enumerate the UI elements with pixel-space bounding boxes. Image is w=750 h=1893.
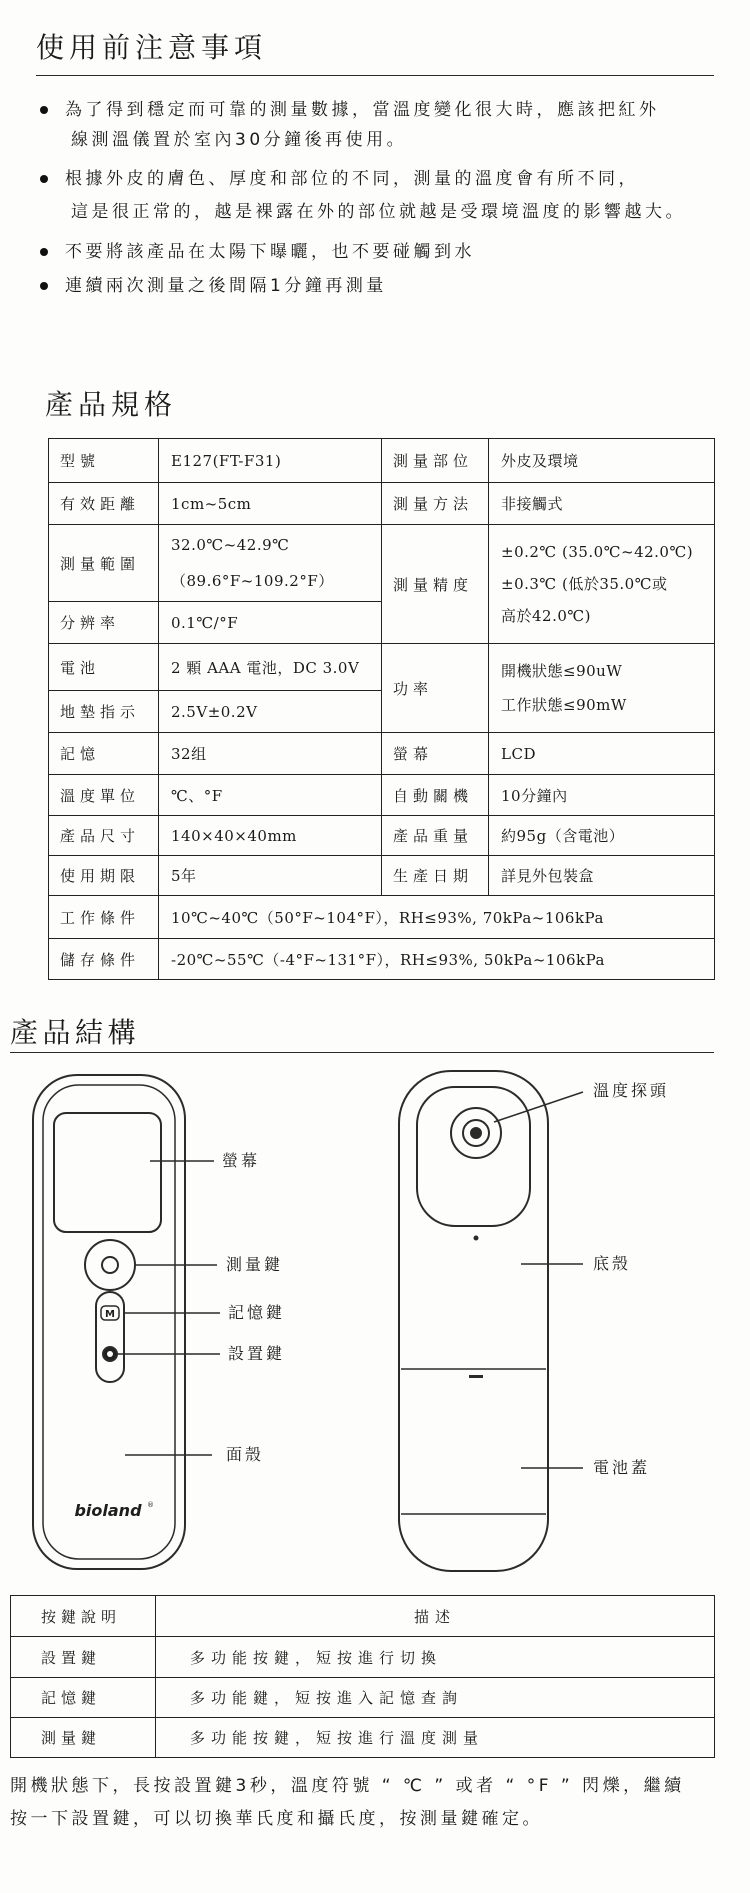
table-row <box>49 439 715 483</box>
spec-label-unit: 溫度單位 <box>49 775 159 816</box>
notice-title: 使用前注意事項 <box>36 31 268 64</box>
table-row <box>11 1637 715 1678</box>
probe-center <box>471 1128 481 1138</box>
spec-label-auto-off: 自動關機 <box>382 775 489 816</box>
spec-value-lifespan: 5年 <box>159 856 382 896</box>
notice-title-rule <box>36 75 714 76</box>
spec-label-resolution: 分辨率 <box>49 602 159 644</box>
spec-value-low-battery: 2.5V±0.2V <box>159 691 382 733</box>
spec-label-lifespan: 使用期限 <box>49 856 159 896</box>
label-measure-button: 測量鍵 <box>226 1255 284 1274</box>
spec-value-weight: 約95g（含電池） <box>489 816 715 856</box>
key-name: 測量鍵 <box>11 1718 156 1758</box>
spec-label-low-battery: 地墊指示 <box>49 691 159 733</box>
leader-line-probe <box>494 1092 583 1122</box>
table-row <box>49 483 715 525</box>
spec-value-screen: LCD <box>489 733 715 775</box>
footer-line-1: 開機狀態下，長按設置鍵3秒，溫度符號 “ ℃ ” 或者 “ °F ” 閃爍，繼續 <box>10 1776 685 1796</box>
spec-label-production-date: 生產日期 <box>382 856 489 896</box>
spec-value-accuracy-line-2: ±0.3℃ (低於35.0℃或 <box>501 575 668 593</box>
brand-logo-mark: ® <box>147 1501 154 1509</box>
spec-value-accuracy-line-3: 高於42.0℃) <box>501 607 592 625</box>
label-screen: 螢幕 <box>222 1151 261 1170</box>
label-bottom-shell: 底殼 <box>593 1254 632 1273</box>
notice-item-1-line-2: 線測溫儀置於室內30分鐘後再使用。 <box>71 130 408 150</box>
spec-label-accuracy: 測量精度 <box>382 525 489 644</box>
spec-value-auto-off: 10分鐘內 <box>489 775 715 816</box>
spec-value-model: E127(FT-F31) <box>159 439 382 483</box>
notice-item-4: 連續兩次測量之後間隔1分鐘再測量 <box>65 276 387 296</box>
screen-window <box>54 1113 161 1232</box>
spec-label-power: 功率 <box>382 644 489 733</box>
label-probe: 溫度探頭 <box>593 1081 670 1100</box>
spec-label-storage: 儲存條件 <box>49 939 159 980</box>
bullet-dot <box>40 175 48 183</box>
spec-value-range <box>159 525 382 602</box>
brand-logo: bioland <box>74 1501 142 1520</box>
structure-title: 產品結構 <box>10 1016 141 1049</box>
measure-button-ring <box>85 1240 135 1290</box>
spec-value-resolution: 0.1℃/°F <box>159 602 382 644</box>
table-row <box>49 939 715 980</box>
spec-value-battery: 2 顆 AAA 電池，DC 3.0V <box>159 644 382 691</box>
notice-item-1-line-1: 為了得到穩定而可靠的測量數據，當溫度變化很大時，應該把紅外 <box>65 100 660 120</box>
spec-table <box>48 438 715 980</box>
spec-value-accuracy-line-1: ±0.2℃ (35.0℃~42.0℃) <box>501 543 694 561</box>
spec-value-method: 非接觸式 <box>489 483 715 525</box>
table-row <box>49 896 715 939</box>
table-row <box>11 1718 715 1758</box>
spec-value-range-celsius: 32.0℃~42.9℃ <box>171 536 290 554</box>
spec-value-unit: ℃、°F <box>159 775 382 816</box>
spec-value-distance: 1cm~5cm <box>159 483 382 525</box>
spec-label-screen: 螢幕 <box>382 733 489 775</box>
front-leader-lines <box>117 1161 220 1455</box>
spec-label-size: 產品尺寸 <box>49 816 159 856</box>
key-desc: 多功能按鍵，短按進行溫度測量 <box>156 1718 715 1758</box>
notice-item-2-line-1: 根據外皮的膚色、厚度和部位的不同，測量的溫度會有所不同， <box>65 169 639 189</box>
spec-value-working: 10℃~40℃（50°F~104°F），RH≤93%, 70kPa~106kPa <box>159 896 715 939</box>
notice-item-2-line-2: 這是很正常的，越是裸露在外的部位就越是受環境溫度的影響越大。 <box>71 202 686 222</box>
table-row <box>49 644 715 691</box>
spec-value-range-fahrenheit: （89.6°F~109.2°F） <box>171 572 334 590</box>
label-settings-button: 設置鍵 <box>228 1344 286 1363</box>
notice-item-3: 不要將該產品在太陽下曝曬，也不要碰觸到水 <box>65 242 475 262</box>
bullet-dot <box>40 282 48 290</box>
settings-button-icon-center <box>107 1351 113 1357</box>
spec-label-battery: 電池 <box>49 644 159 691</box>
spec-value-site: 外皮及環境 <box>489 439 715 483</box>
spec-label-memory: 記憶 <box>49 733 159 775</box>
spec-label-distance: 有效距離 <box>49 483 159 525</box>
back-indicator-dot <box>474 1236 479 1241</box>
measure-button-center <box>102 1257 118 1273</box>
label-face-shell: 面殼 <box>226 1445 265 1464</box>
front-view <box>33 1075 185 1569</box>
memory-button-glyph: M <box>105 1309 115 1320</box>
table-row <box>49 775 715 816</box>
spec-label-model: 型號 <box>49 439 159 483</box>
spec-value-power-on: 開機狀態≤90uW <box>501 662 623 680</box>
key-table-header-desc: 描述 <box>156 1596 715 1637</box>
key-table <box>10 1595 715 1758</box>
label-memory-button: 記憶鍵 <box>228 1303 286 1322</box>
spec-value-size: 140×40×40mm <box>159 816 382 856</box>
table-row <box>49 856 715 896</box>
bullet-dot <box>40 106 48 114</box>
key-desc: 多功能鍵，短按進入記憶查詢 <box>156 1678 715 1718</box>
label-battery-cover: 電池蓋 <box>593 1458 651 1477</box>
spec-value-storage: -20℃~55℃（-4°F~131°F），RH≤93%, 50kPa~106kPa <box>159 939 715 980</box>
bullet-dot <box>40 248 48 256</box>
spec-value-power <box>489 644 715 733</box>
table-row <box>49 733 715 775</box>
specs-title: 產品規格 <box>45 388 178 421</box>
front-face-shell <box>43 1085 175 1559</box>
spec-value-memory: 32组 <box>159 733 382 775</box>
spec-label-site: 測量部位 <box>382 439 489 483</box>
table-row <box>49 525 715 602</box>
footer-line-2: 按一下設置鍵，可以切換華氏度和攝氏度，按測量鍵確定。 <box>10 1809 543 1829</box>
key-table-header-key: 按鍵說明 <box>11 1596 156 1637</box>
spec-value-accuracy <box>489 525 715 644</box>
battery-cover-notch <box>469 1375 483 1378</box>
back-leader-lines <box>494 1092 583 1468</box>
product-structure-diagram <box>0 1060 750 1590</box>
spec-label-weight: 產品重量 <box>382 816 489 856</box>
front-outer-shell <box>33 1075 185 1569</box>
table-header-row <box>11 1596 715 1637</box>
key-name: 設置鍵 <box>11 1637 156 1678</box>
structure-title-rule <box>10 1052 714 1053</box>
spec-value-power-working: 工作狀態≤90mW <box>501 696 627 714</box>
table-row <box>11 1678 715 1718</box>
spec-label-range: 測量範圍 <box>49 525 159 602</box>
key-name: 記憶鍵 <box>11 1678 156 1718</box>
key-desc: 多功能按鍵，短按進行切換 <box>156 1637 715 1678</box>
table-row <box>49 816 715 856</box>
spec-label-method: 測量方法 <box>382 483 489 525</box>
spec-value-production-date: 詳見外包裝盒 <box>489 856 715 896</box>
spec-label-working: 工作條件 <box>49 896 159 939</box>
back-view <box>399 1071 548 1571</box>
